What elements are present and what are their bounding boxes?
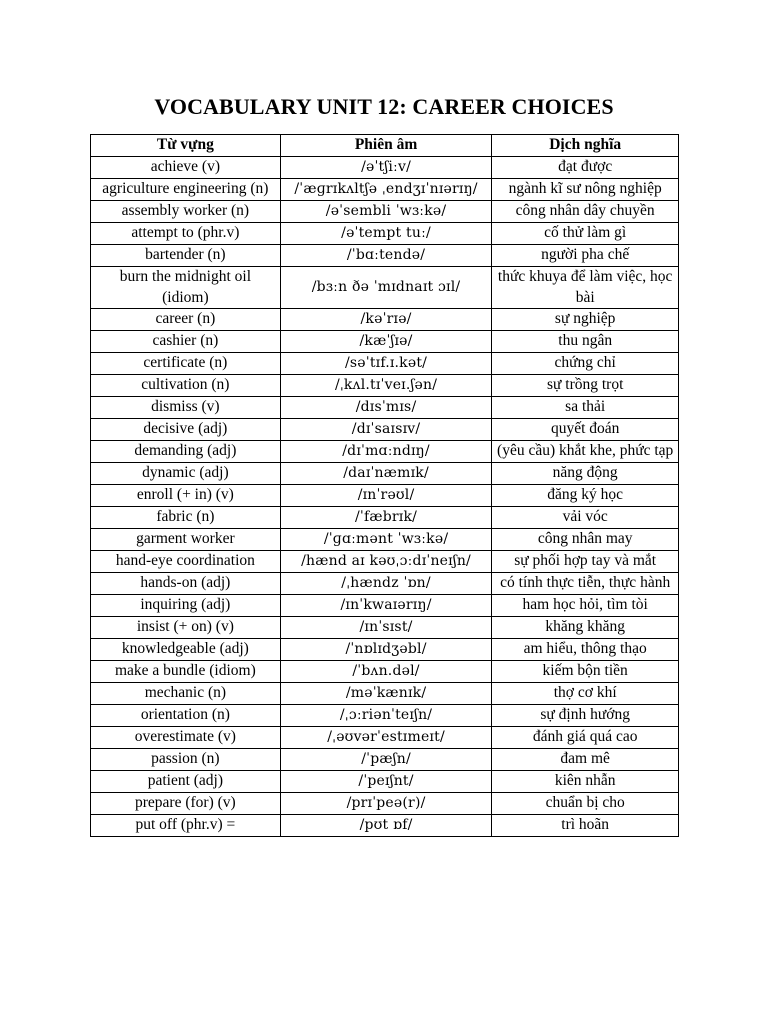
cell-pronunciation: /prɪˈpeə(r)/ xyxy=(280,793,492,815)
cell-pronunciation: /ˌɔːriənˈteɪʃn/ xyxy=(280,705,492,727)
table-row xyxy=(91,201,679,223)
cell-pronunciation: /ˈfæbrɪk/ xyxy=(280,507,492,529)
table-row xyxy=(91,639,679,661)
cell-pronunciation: /daɪˈnæmɪk/ xyxy=(280,463,492,485)
cell-word: mechanic (n) xyxy=(91,683,281,705)
cell-pronunciation: /ˈbʌn.dəl/ xyxy=(280,661,492,683)
cell-meaning: kiên nhẫn xyxy=(492,771,679,793)
header-word: Từ vựng xyxy=(91,135,281,157)
cell-word: agriculture engineering (n) xyxy=(91,179,281,201)
cell-pronunciation: /ˈpeɪʃnt/ xyxy=(280,771,492,793)
cell-word: bartender (n) xyxy=(91,245,281,267)
cell-meaning: cố thử làm gì xyxy=(492,223,679,245)
cell-word: enroll (+ in) (v) xyxy=(91,485,281,507)
table-row xyxy=(91,705,679,727)
table-row xyxy=(91,485,679,507)
table-row xyxy=(91,683,679,705)
cell-word: patient (adj) xyxy=(91,771,281,793)
table-row xyxy=(91,815,679,837)
cell-pronunciation: /ɪnˈkwaɪərɪŋ/ xyxy=(280,595,492,617)
cell-word: fabric (n) xyxy=(91,507,281,529)
cell-word: garment worker xyxy=(91,529,281,551)
cell-meaning: đăng ký học xyxy=(492,485,679,507)
cell-pronunciation: /ˌəʊvərˈestɪmeɪt/ xyxy=(280,727,492,749)
cell-word: cashier (n) xyxy=(91,331,281,353)
cell-word: demanding (adj) xyxy=(91,441,281,463)
cell-meaning: sự nghiệp xyxy=(492,309,679,331)
table-row xyxy=(91,551,679,573)
cell-word: insist (+ on) (v) xyxy=(91,617,281,639)
cell-word: passion (n) xyxy=(91,749,281,771)
table-row xyxy=(91,727,679,749)
cell-pronunciation: /ˈpæʃn/ xyxy=(280,749,492,771)
cell-meaning: (yêu cầu) khắt khe, phức tạp xyxy=(492,441,679,463)
cell-pronunciation: /ɪnˈsɪst/ xyxy=(280,617,492,639)
cell-word: knowledgeable (adj) xyxy=(91,639,281,661)
cell-meaning: am hiểu, thông thạo xyxy=(492,639,679,661)
table-row xyxy=(91,375,679,397)
cell-pronunciation: /ˈæɡrɪkʌltʃə ˌendʒɪˈnɪərɪŋ/ xyxy=(280,179,492,201)
table-row xyxy=(91,157,679,179)
cell-meaning: có tính thực tiễn, thực hành xyxy=(492,573,679,595)
cell-word: hands-on (adj) xyxy=(91,573,281,595)
cell-meaning: thợ cơ khí xyxy=(492,683,679,705)
header-meaning: Dịch nghĩa xyxy=(492,135,679,157)
table-row xyxy=(91,793,679,815)
cell-meaning: thức khuya để làm việc, học bài xyxy=(492,267,679,309)
cell-meaning: trì hoãn xyxy=(492,815,679,837)
vocabulary-table xyxy=(90,134,679,837)
cell-meaning: sự trồng trọt xyxy=(492,375,679,397)
cell-pronunciation: /ɪnˈrəʊl/ xyxy=(280,485,492,507)
cell-word: make a bundle (idiom) xyxy=(91,661,281,683)
cell-pronunciation: /əˈsembli ˈwɜːkə/ xyxy=(280,201,492,223)
table-row xyxy=(91,749,679,771)
table-body xyxy=(91,157,679,837)
cell-pronunciation: /ˈnɒlɪdʒəbl/ xyxy=(280,639,492,661)
page-title: VOCABULARY UNIT 12: CAREER CHOICES xyxy=(154,94,614,119)
cell-meaning: thu ngân xyxy=(492,331,679,353)
cell-meaning: khăng khăng xyxy=(492,617,679,639)
cell-word: assembly worker (n) xyxy=(91,201,281,223)
cell-word: certificate (n) xyxy=(91,353,281,375)
cell-pronunciation: /səˈtɪf.ɪ.kət/ xyxy=(280,353,492,375)
cell-word: attempt to (phr.v) xyxy=(91,223,281,245)
cell-meaning: công nhân dây chuyền xyxy=(492,201,679,223)
cell-meaning: kiếm bộn tiền xyxy=(492,661,679,683)
table-header xyxy=(91,135,679,157)
cell-meaning: năng động xyxy=(492,463,679,485)
cell-word: dismiss (v) xyxy=(91,397,281,419)
cell-pronunciation: /ˌhændz ˈɒn/ xyxy=(280,573,492,595)
table-row xyxy=(91,507,679,529)
header-pronunciation: Phiên âm xyxy=(280,135,492,157)
table-row xyxy=(91,595,679,617)
table-row xyxy=(91,397,679,419)
cell-meaning: quyết đoán xyxy=(492,419,679,441)
cell-pronunciation: /hænd aɪ kəʊˌɔːdɪˈneɪʃn/ xyxy=(280,551,492,573)
table-row xyxy=(91,617,679,639)
table-row xyxy=(91,245,679,267)
cell-meaning: vải vóc xyxy=(492,507,679,529)
cell-meaning: đạt được xyxy=(492,157,679,179)
cell-pronunciation: /dɪˈmɑːndɪŋ/ xyxy=(280,441,492,463)
table-row xyxy=(91,661,679,683)
cell-word: overestimate (v) xyxy=(91,727,281,749)
cell-meaning: người pha chế xyxy=(492,245,679,267)
cell-meaning: đánh giá quá cao xyxy=(492,727,679,749)
cell-word: dynamic (adj) xyxy=(91,463,281,485)
cell-pronunciation: /pʊt ɒf/ xyxy=(280,815,492,837)
header-row xyxy=(91,135,679,157)
table-row xyxy=(91,771,679,793)
cell-word: hand-eye coordination xyxy=(91,551,281,573)
table-row xyxy=(91,353,679,375)
table-row xyxy=(91,529,679,551)
cell-meaning: chứng chỉ xyxy=(492,353,679,375)
cell-pronunciation: /əˈtʃiːv/ xyxy=(280,157,492,179)
table-row xyxy=(91,267,679,309)
table-row xyxy=(91,573,679,595)
cell-word: inquiring (adj) xyxy=(91,595,281,617)
cell-meaning: chuẩn bị cho xyxy=(492,793,679,815)
table-row xyxy=(91,419,679,441)
cell-word: achieve (v) xyxy=(91,157,281,179)
cell-word: decisive (adj) xyxy=(91,419,281,441)
cell-meaning: sự phối hợp tay và mắt xyxy=(492,551,679,573)
cell-pronunciation: /əˈtempt tuː/ xyxy=(280,223,492,245)
cell-word: burn the midnight oil (idiom) xyxy=(91,267,281,309)
cell-meaning: công nhân may xyxy=(492,529,679,551)
cell-pronunciation: /kæˈʃɪə/ xyxy=(280,331,492,353)
table-row xyxy=(91,331,679,353)
cell-meaning: đam mê xyxy=(492,749,679,771)
cell-word: career (n) xyxy=(91,309,281,331)
cell-pronunciation: /kəˈrɪə/ xyxy=(280,309,492,331)
cell-word: orientation (n) xyxy=(91,705,281,727)
table-row xyxy=(91,441,679,463)
cell-word: cultivation (n) xyxy=(91,375,281,397)
cell-meaning: ngành kĩ sư nông nghiệp xyxy=(492,179,679,201)
table-row xyxy=(91,179,679,201)
cell-pronunciation: /ˈbɑːtendə/ xyxy=(280,245,492,267)
cell-word: put off (phr.v) = xyxy=(91,815,281,837)
table-row xyxy=(91,309,679,331)
cell-pronunciation: /məˈkænɪk/ xyxy=(280,683,492,705)
cell-pronunciation: /dɪsˈmɪs/ xyxy=(280,397,492,419)
cell-pronunciation: /ˌkʌl.tɪˈveɪ.ʃən/ xyxy=(280,375,492,397)
cell-pronunciation: /bɜːn ðə ˈmɪdnaɪt ɔɪl/ xyxy=(280,267,492,309)
cell-pronunciation: /ˈɡɑːmənt ˈwɜːkə/ xyxy=(280,529,492,551)
cell-meaning: sa thải xyxy=(492,397,679,419)
cell-meaning: ham học hỏi, tìm tòi xyxy=(492,595,679,617)
cell-pronunciation: /dɪˈsaɪsɪv/ xyxy=(280,419,492,441)
cell-meaning: sự định hướng xyxy=(492,705,679,727)
table-row xyxy=(91,463,679,485)
table-row xyxy=(91,223,679,245)
cell-word: prepare (for) (v) xyxy=(91,793,281,815)
